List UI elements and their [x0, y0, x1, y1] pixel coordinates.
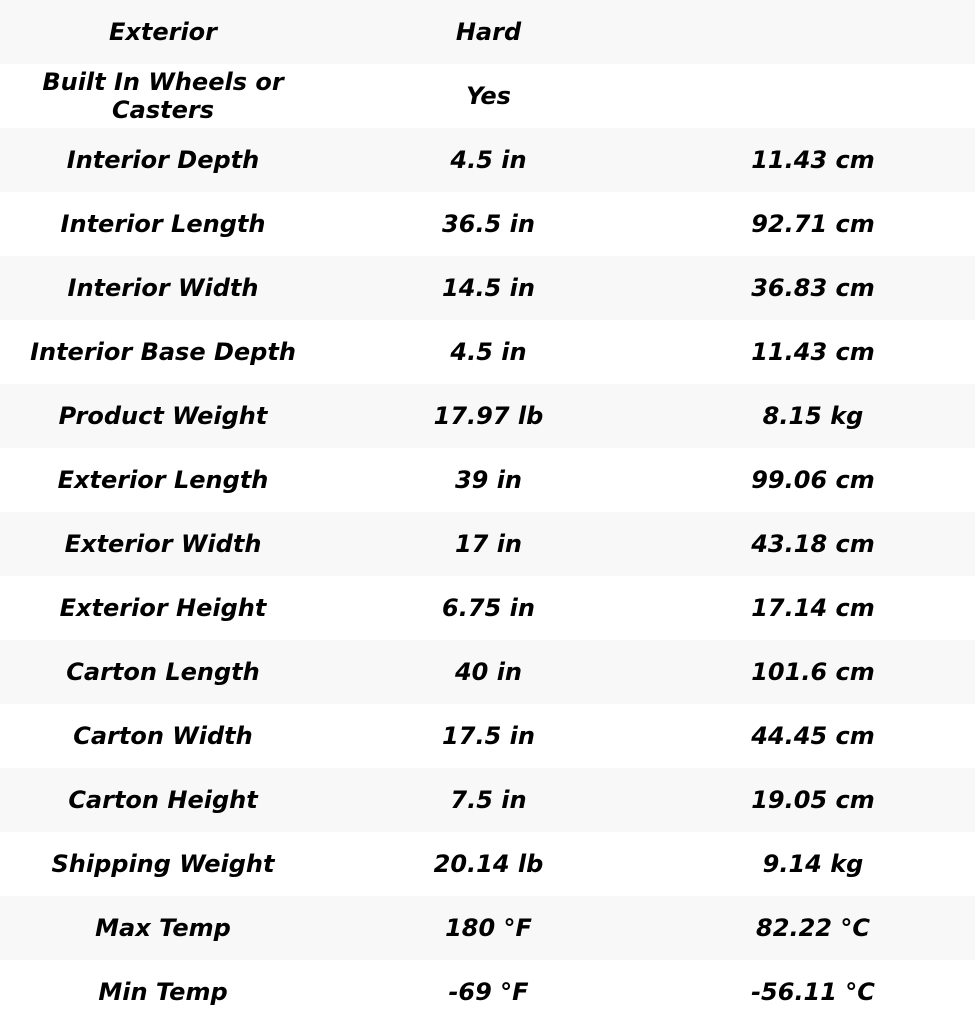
spec-label: Built In Wheels or Casters [42, 68, 284, 124]
spec-label: Carton Height [68, 786, 258, 814]
spec-metric-value [651, 0, 975, 64]
spec-metric-value: -56.11 °C [751, 978, 875, 1006]
spec-label: Interior Length [60, 210, 266, 238]
table-row [0, 576, 975, 640]
spec-metric-value: 82.22 °C [756, 914, 870, 942]
table-row [0, 448, 975, 512]
table-row [0, 0, 975, 64]
spec-imperial-value: 17.5 in [442, 722, 535, 750]
table-row [0, 640, 975, 704]
table-row [0, 320, 975, 384]
spec-label: Interior Width [67, 274, 259, 302]
spec-imperial-value: 17.97 lb [433, 402, 544, 430]
table-row [0, 64, 975, 128]
spec-metric-value [651, 64, 975, 128]
table-row [0, 512, 975, 576]
spec-label: Exterior Height [59, 594, 267, 622]
table-row [0, 832, 975, 896]
spec-metric-value: 92.71 cm [751, 210, 875, 238]
table-row [0, 960, 975, 1024]
spec-metric-value: 11.43 cm [751, 338, 875, 366]
table-row [0, 128, 975, 192]
spec-metric-value: 19.05 cm [751, 786, 875, 814]
spec-imperial-value: 180 °F [445, 914, 532, 942]
spec-imperial-value: Hard [455, 18, 522, 46]
spec-metric-value: 43.18 cm [751, 530, 875, 558]
spec-imperial-value: Yes [466, 82, 511, 110]
spec-imperial-value: 36.5 in [442, 210, 535, 238]
spec-metric-value: 17.14 cm [751, 594, 875, 622]
spec-imperial-value: 17 in [454, 530, 523, 558]
spec-metric-value: 8.15 kg [762, 402, 864, 430]
spec-label: Exterior Width [64, 530, 262, 558]
spec-imperial-value: 6.75 in [442, 594, 535, 622]
table-row [0, 768, 975, 832]
spec-imperial-value: 4.5 in [450, 146, 527, 174]
spec-metric-value: 11.43 cm [751, 146, 875, 174]
table-row [0, 256, 975, 320]
spec-label: Min Temp [98, 978, 228, 1006]
spec-imperial-value: 14.5 in [442, 274, 535, 302]
spec-label: Shipping Weight [51, 850, 275, 878]
spec-imperial-value: 20.14 lb [433, 850, 544, 878]
spec-label: Carton Length [66, 658, 260, 686]
table-row [0, 192, 975, 256]
spec-label: Carton Width [73, 722, 253, 750]
spec-label: Product Weight [58, 402, 268, 430]
spec-imperial-value: 4.5 in [450, 338, 527, 366]
spec-imperial-value: 39 in [454, 466, 523, 494]
spec-label: Exterior [108, 18, 217, 46]
spec-imperial-value: -69 °F [448, 978, 529, 1006]
table-row [0, 896, 975, 960]
spec-imperial-value: 40 in [454, 658, 523, 686]
spec-metric-value: 99.06 cm [751, 466, 875, 494]
spec-metric-value: 44.45 cm [751, 722, 875, 750]
table-row [0, 384, 975, 448]
table-row [0, 704, 975, 768]
spec-metric-value: 9.14 kg [762, 850, 864, 878]
spec-label: Interior Depth [66, 146, 260, 174]
spec-label: Exterior Length [57, 466, 269, 494]
spec-metric-value: 36.83 cm [751, 274, 875, 302]
spec-label: Interior Base Depth [30, 338, 296, 366]
spec-metric-value: 101.6 cm [751, 658, 875, 686]
spec-imperial-value: 7.5 in [450, 786, 527, 814]
spec-label: Max Temp [95, 914, 231, 942]
